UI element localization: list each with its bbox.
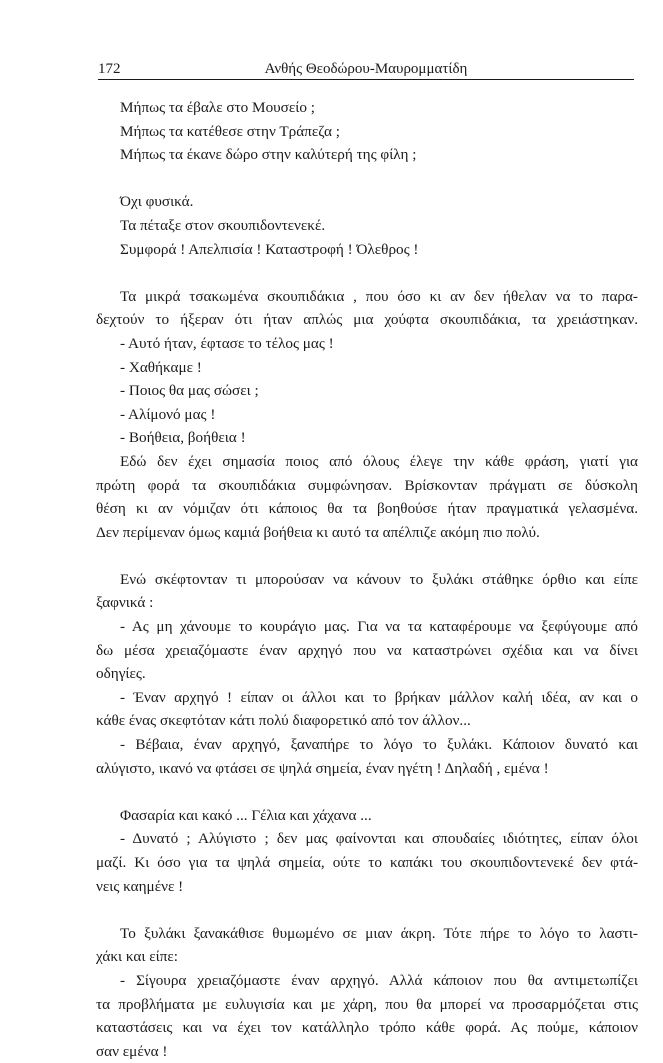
paragraph [96, 96, 638, 167]
text-line: δεχτούν το ήξεραν ότι ήταν απλώς μια χούφτα σκουπιδάκια, τα χρειάστηκαν. [96, 311, 638, 329]
text-line: - Ποιος θα μας σώσει ; [120, 382, 259, 400]
text-line: - Χαθήκαμε ! [120, 358, 202, 376]
header-rule [98, 79, 634, 80]
paragraph [96, 922, 638, 1063]
text-line: Ενώ σκέφτονταν τι μπορούσαν να κάνουν το ξυλάκι στάθηκε όρθιο και είπε [120, 570, 638, 588]
text-line: δω μέσα χρειαζόμαστε έναν αρχηγό που να καταστρώνει σχέδια και να δίνει [96, 641, 638, 659]
text-line: σαν εμένα ! [96, 1042, 168, 1060]
paragraph-gap [96, 167, 638, 191]
text-line: κάθε ένας σκεφτόταν κάτι πολύ διαφορετικό από τον άλλον... [96, 712, 471, 730]
text-line: Τα πέταξε στον σκουπιδοντενεκέ. [120, 216, 326, 234]
text-line: καταστάσεις και να έχει τον κατάλληλο τρόπο κάθε φορά. Ας πούμε, κάποιον [96, 1019, 638, 1037]
paragraph [96, 285, 638, 545]
text-line: - Βέβαια, έναν αρχηγό, ξαναπήρε το λόγο το ξυλάκι. Κάποιον δυνατό και [120, 736, 638, 754]
text-line: - Αυτό ήταν, έφτασε το τέλος μας ! [120, 334, 334, 352]
page-body [96, 96, 638, 1063]
paragraph-gap [96, 898, 638, 922]
text-line: αλύγιστο, ικανό να φτάσει σε ψηλά σημεία, έναν ηγέτη ! Δηλαδή , εμένα ! [96, 759, 549, 777]
text-line: Όχι φυσικά. [120, 193, 194, 211]
paragraph-gap [96, 261, 638, 285]
text-line: Μήπως τα έκανε δώρο στην καλύτερή της φίλη ; [120, 146, 417, 164]
text-line: - Σίγουρα χρειαζόμαστε έναν αρχηγό. Αλλά κάποιον που θα αντιμετωπίζει [120, 971, 638, 989]
paragraph [96, 190, 638, 261]
text-line: Εδώ δεν έχει σημασία ποιος από όλους έλεγε την κάθε φράση, γιατί για [120, 452, 638, 470]
paragraph [96, 568, 638, 780]
text-line: Φασαρία και κακό ... Γέλια και χάχανα ... [120, 806, 372, 824]
text-line: Συμφορά ! Απελπισία ! Καταστροφή ! Όλεθρος ! [120, 240, 419, 258]
text-line: οδηγίες. [96, 665, 146, 683]
text-line: τα προβλήματα με ευλυγισία και με χάρη, που θα μπορεί να προσαρμόζεται στις [96, 995, 638, 1013]
paragraph-gap [96, 780, 638, 804]
text-line: - Δυνατό ; Αλύγιστο ; δεν μας φαίνονται και σπουδαίες ιδιότητες, είπαν όλοι [120, 830, 638, 848]
text-line: Τα μικρά τσακωμένα σκουπιδάκια , που όσο κι αν δεν ήθελαν να το παρα- [120, 287, 638, 305]
text-line: - Ας μη χάνουμε το κουράγιο μας. Για να τα καταφέρουμε να ξεφύγουμε από [120, 618, 638, 636]
page-number: 172 [98, 61, 121, 77]
text-line: χάκι και είπε: [96, 948, 178, 966]
paragraph-gap [96, 544, 638, 568]
text-line: νεις καημένε ! [96, 877, 184, 895]
text-line: - Βοήθεια, βοήθεια ! [120, 429, 246, 447]
text-line: - Αλίμονό μας ! [120, 405, 216, 423]
text-line: Το ξυλάκι ξανακάθισε θυμωμένο σε μιαν άκρη. Τότε πήρε το λόγο το λαστι- [120, 924, 638, 942]
text-line: Δεν περίμεναν όμως καμιά βοήθεια κι αυτό τα απέλπιζε ακόμη πιο πολύ. [96, 523, 540, 541]
running-head: Ανθής Θεοδώρου-Μαυρομματίδη [264, 61, 468, 77]
paragraph [96, 804, 638, 898]
text-line: μαζί. Κι όσο για τα ψηλά σημεία, ούτε το καπάκι του σκουπιδοντενεκέ δεν φτά- [96, 854, 638, 871]
text-line: Μήπως τα έβαλε στο Μουσείο ; [120, 99, 315, 116]
text-line: πρώτη φορά τα σκουπιδάκια συμφώνησαν. Βρίσκονταν πράγματι σε δύσκολη [96, 476, 638, 494]
text-line: θέση κι αν νόμιζαν ότι κάποιος θα τα βοηθούσε ήταν πραγματικά γελασμένα. [96, 500, 638, 518]
text-line: Μήπως τα κατέθεσε στην Τράπεζα ; [120, 122, 340, 140]
text-line: ξαφνικά : [96, 594, 154, 612]
page-header [98, 61, 634, 81]
text-line: - Έναν αρχηγό ! είπαν οι άλλοι και το βρήκαν μάλλον καλή ιδέα, αν και ο [120, 688, 638, 706]
